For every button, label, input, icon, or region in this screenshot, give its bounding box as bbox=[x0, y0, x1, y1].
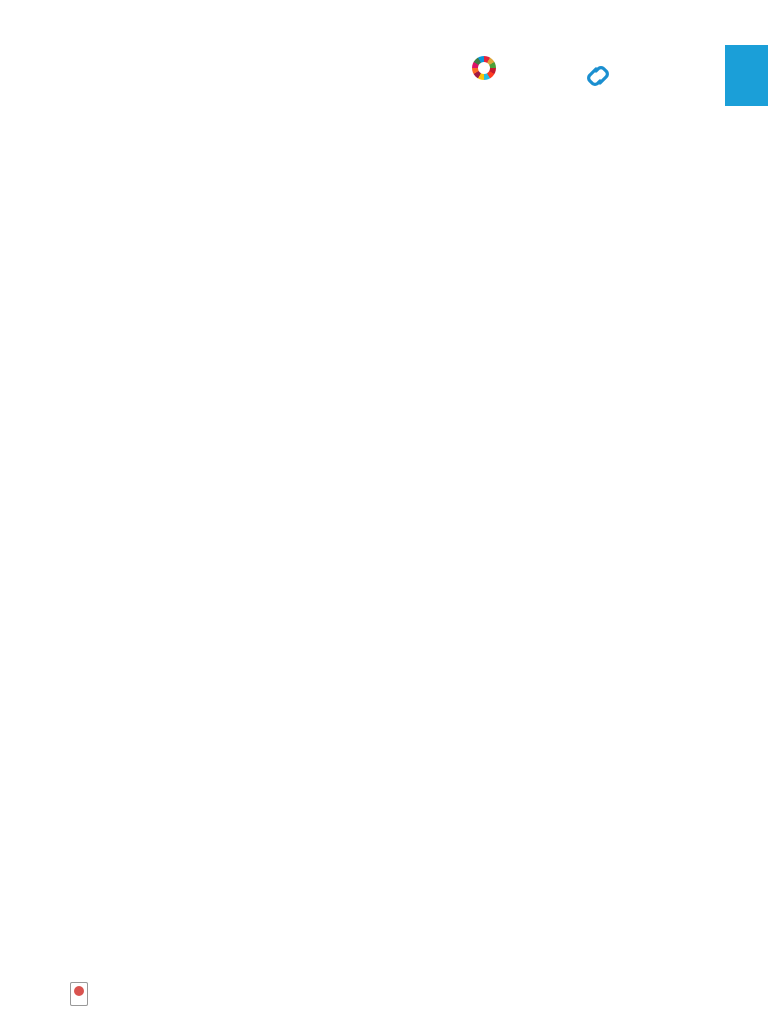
sdg-wheel-icon bbox=[472, 56, 496, 80]
article-title bbox=[66, 148, 566, 176]
cellpress-logo-icon bbox=[587, 66, 609, 86]
citation-line bbox=[685, 988, 693, 998]
check-for-updates-icon[interactable] bbox=[70, 982, 88, 1006]
header-color-tab bbox=[725, 45, 768, 106]
